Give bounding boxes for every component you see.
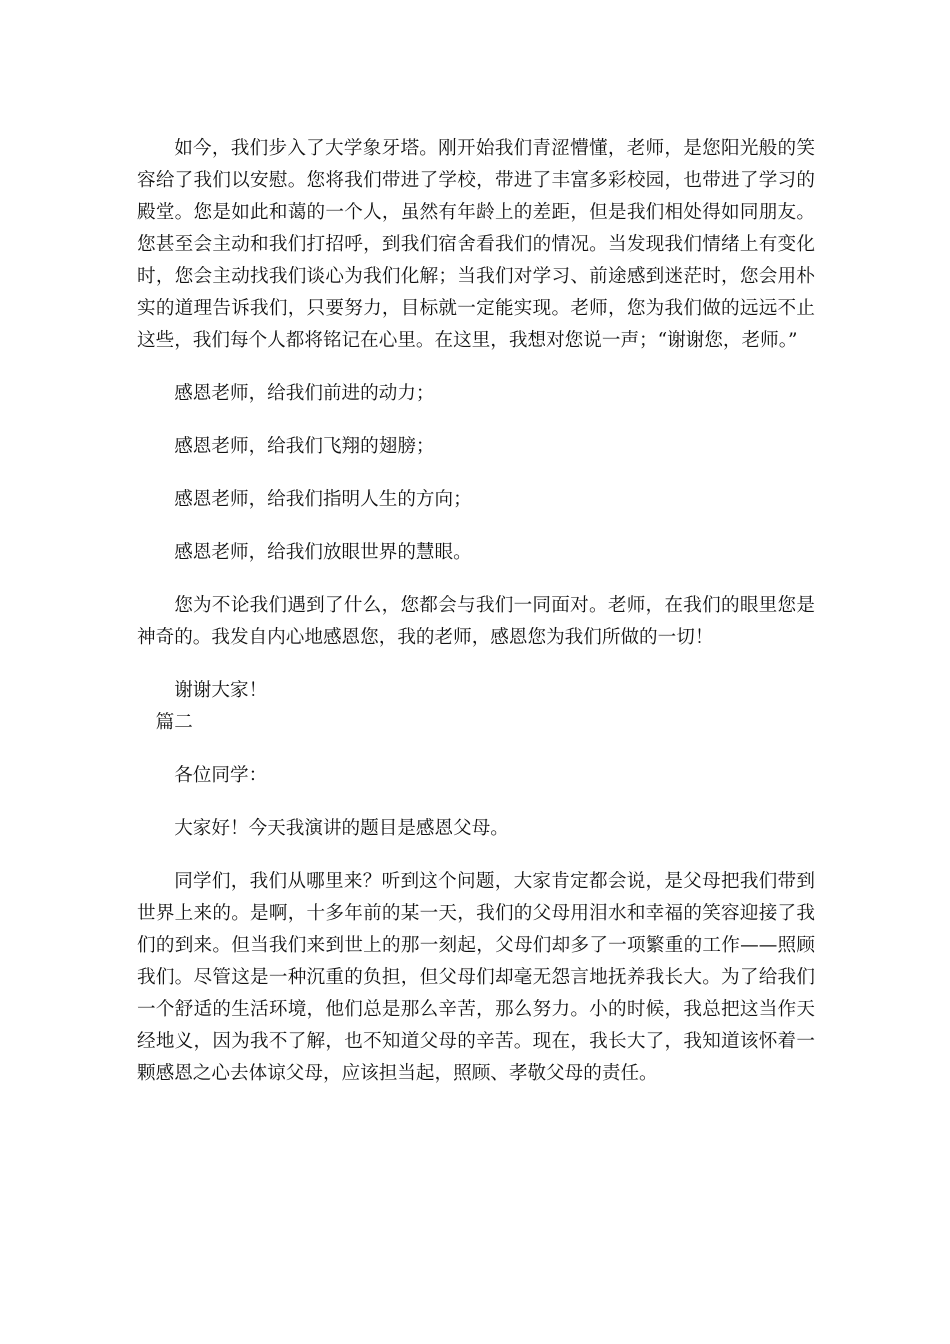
paragraph-speech-topic: 大家好！今天我演讲的题目是感恩父母。 <box>174 818 509 839</box>
section-heading: 篇二 <box>155 712 193 733</box>
paragraph-parents-body: 同学们，我们从哪里来？听到这个问题，大家肯定都会说，是父母把我们带到世界上来的。是啊，十多年前的某一天，我们的父母用泪水和幸福的笑容迎接了我们的到来。但当我们来到世上的那一刻起，父母们却多了一项繁重的工作——照顾我们。尽管这是一种沉重的负担，但父母们却毫无怨言地抚养我长大。为了给我们一个舒适的生活环境，他们总是那么辛苦，那么努力。小的时候，我总把这当作天经地义，因为我不了解，也不知道父母的辛苦。现在，我长大了，我知道该怀着一颗感恩之心去体谅父母，应该担当起，照顾、孝敬父母的责任。 <box>137 871 815 1084</box>
paragraph-salutation: 各位同学： <box>174 765 268 786</box>
paragraph-thanks-line-3: 感恩老师，给我们指明人生的方向； <box>174 489 472 510</box>
paragraph-college-teacher: 如今，我们步入了大学象牙塔。刚开始我们青涩懵懂，老师，是您阳光般的笑容给了我们以安慰。您将我们带进了学校，带进了丰富多彩校园，也带进了学习的殿堂。您是如此和蔼的一个人，虽然有年龄上的差距，但是我们相处得如同朋友。您甚至会主动和我们打招呼，到我们宿舍看我们的情况。当发现我们情绪上有变化时，您会主动找我们谈心为我们化解；当我们对学习、前途感到迷茫时，您会用朴实的道理告诉我们，只要努力，目标就一定能实现。老师，您为我们做的远远不止这些，我们每个人都将铭记在心里。在这里，我想对您说一声；“谢谢您，老师。” <box>137 138 815 351</box>
paragraph-thanks-line-2: 感恩老师，给我们飞翔的翅膀； <box>174 436 435 457</box>
paragraph-thank-everyone: 谢谢大家！ <box>174 680 268 701</box>
paragraph-thanks-line-1: 感恩老师，给我们前进的动力； <box>174 383 435 404</box>
document-body <box>137 133 815 1090</box>
paragraph-gratitude-closing: 您为不论我们遇到了什么，您都会与我们一同面对。老师，在我们的眼里您是神奇的。我发自内心地感恩您，我的老师，感恩您为我们所做的一切！ <box>137 595 815 648</box>
paragraph-thanks-line-4: 感恩老师，给我们放眼世界的慧眼。 <box>174 542 472 563</box>
